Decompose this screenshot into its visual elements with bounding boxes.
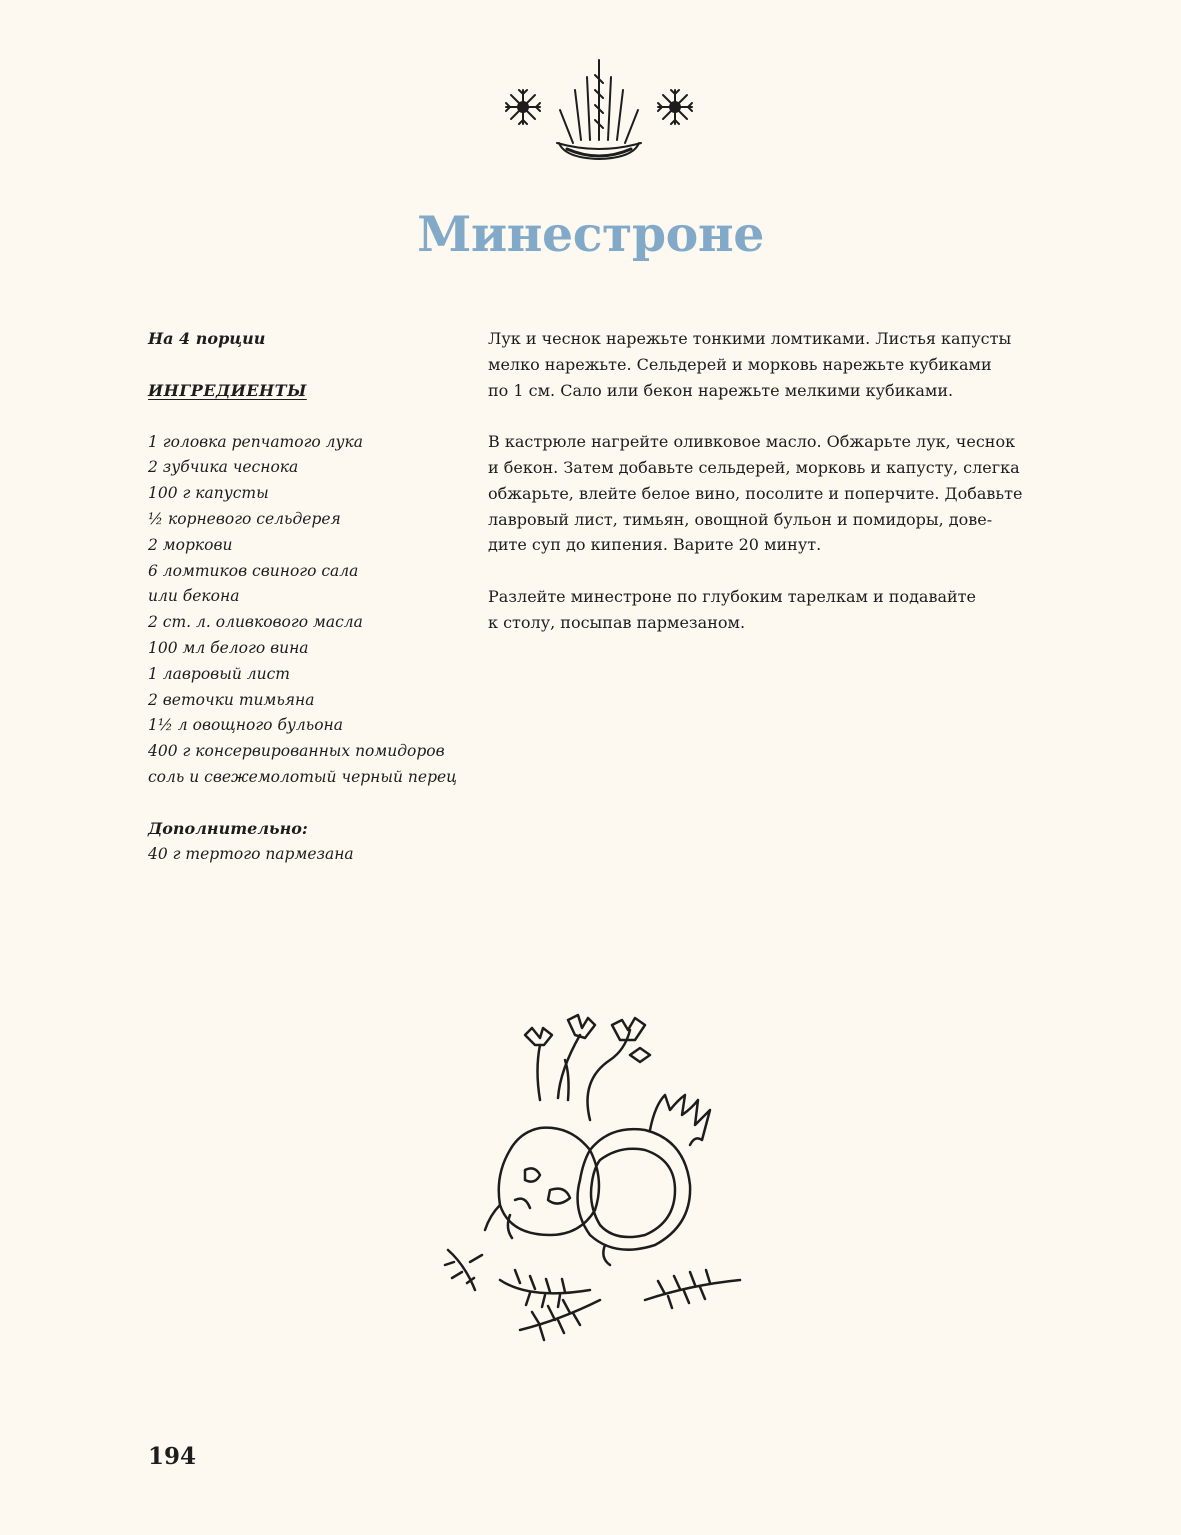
ingredient-item: 100 мл белого вина bbox=[148, 638, 309, 657]
ingredient-item: 1 головка репчатого лука bbox=[148, 432, 364, 451]
instruction-line: В кастрюле нагрейте оливковое масло. Обжарьте лук, чеснок bbox=[488, 432, 1016, 452]
ingredient-item: 1 лавровый лист bbox=[148, 664, 290, 683]
instruction-line: дите суп до кипения. Варите 20 минут. bbox=[488, 535, 822, 555]
ingredient-item: 2 веточки тимьяна bbox=[148, 690, 315, 709]
ingredient-item: 2 ст. л. оливкового масла bbox=[148, 613, 363, 632]
instruction-line: по 1 см. Сало или бекон нарежьте мелкими кубиками. bbox=[488, 380, 954, 400]
ingredients-list bbox=[148, 430, 468, 791]
instruction-line: Разлейте минестроне по глубоким тарелкам и подавайте bbox=[488, 586, 976, 606]
candles-snowflakes-ornament-icon bbox=[495, 55, 705, 165]
ingredient-item: ½ корневого сельдерея bbox=[148, 509, 341, 528]
instruction-line: и бекон. Затем добавьте сельдерей, морковь и капусту, слегка bbox=[488, 457, 1020, 477]
ingredient-item: 100 г капусты bbox=[148, 484, 269, 503]
instruction-line: Лук и чеснок нарежьте тонкими ломтиками. Листья капусты bbox=[488, 329, 1012, 348]
ingredient-item: или бекона bbox=[148, 587, 240, 606]
snowflake-icon bbox=[658, 90, 692, 124]
ingredient-item: 2 зубчика чеснока bbox=[148, 458, 299, 477]
instruction-paragraph bbox=[488, 429, 1068, 558]
candles-icon bbox=[557, 60, 641, 159]
extra-heading: Дополнительно: bbox=[148, 818, 308, 838]
ingredients-heading: ИНГРЕДИЕНТЫ bbox=[148, 380, 307, 400]
page-number: 194 bbox=[148, 1443, 197, 1470]
servings-label: На 4 порции bbox=[148, 329, 266, 348]
ingredient-item: 1½ л овощного бульона bbox=[148, 716, 343, 735]
ingredient-item: 6 ломтиков свиного сала bbox=[148, 561, 359, 580]
instruction-paragraph bbox=[488, 584, 1068, 636]
ingredients-column bbox=[148, 326, 468, 867]
ingredient-item: 2 моркови bbox=[148, 535, 233, 554]
extra-item: 40 г тертого пармезана bbox=[148, 844, 354, 863]
ingredient-item: 400 г консервированных помидоров bbox=[148, 742, 445, 761]
instruction-paragraph bbox=[488, 326, 1068, 403]
instructions-column bbox=[488, 326, 1068, 661]
instruction-line: лавровый лист, тимьян, овощной бульон и помидоры, дове- bbox=[488, 509, 993, 529]
celeriac-herbs-illustration-icon bbox=[440, 1000, 760, 1375]
recipe-title: Минестроне bbox=[417, 205, 764, 263]
ingredient-item: соль и свежемолотый черный перец bbox=[148, 767, 457, 786]
instruction-line: мелко нарежьте. Сельдерей и морковь нарежьте кубиками bbox=[488, 354, 992, 374]
instruction-line: к столу, посыпав пармезаном. bbox=[488, 612, 746, 632]
instruction-line: обжарьте, влейте белое вино, посолите и поперчите. Добавьте bbox=[488, 483, 1023, 503]
snowflake-icon bbox=[506, 90, 540, 124]
